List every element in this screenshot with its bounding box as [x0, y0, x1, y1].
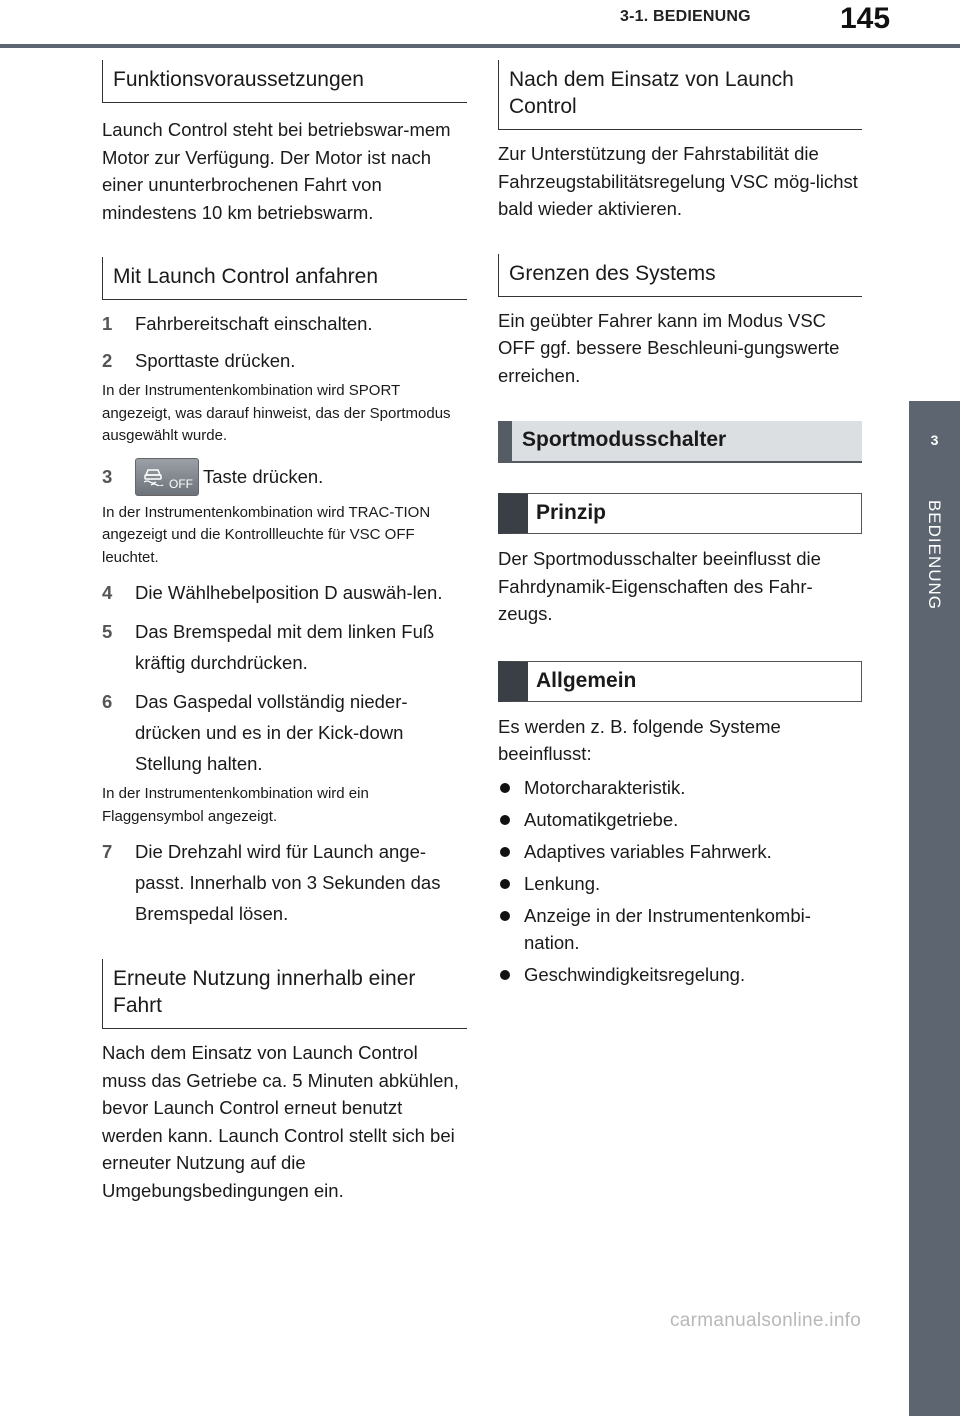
heading-prinzip: Prinzip: [498, 493, 862, 534]
step-3: [102, 458, 467, 496]
list-item-text: Lenkung.: [524, 872, 601, 894]
text-grenzen-des-systems: Ein geübter Fahrer kann im Modus VSC OFF ggf. bessere Beschleuni-gungswerte erreichen.: [498, 309, 840, 386]
step-5: [102, 616, 467, 678]
step-text: Das Bremspedal mit dem linken Fuß kräftig durchdrücken.: [135, 621, 435, 673]
step-text: Fahrbereitschaft einschalten.: [135, 313, 373, 334]
step-number: 5: [102, 621, 113, 642]
text-nach-dem-einsatz: Zur Unterstützung der Fahrstabilität die Fahrzeugstabilitätsregelung VSC mög-lichst bald wieder aktivieren.: [498, 143, 858, 219]
header-rule: [0, 44, 960, 48]
left-column: [102, 60, 467, 1204]
bullet-icon: [500, 847, 510, 857]
step-number: 4: [102, 582, 113, 603]
vsc-off-label: OFF: [169, 476, 193, 491]
step-number: 1: [102, 313, 113, 334]
heading-grenzen-des-systems: Grenzen des Systems: [498, 254, 862, 297]
step-6: [102, 686, 467, 779]
step-number: 6: [102, 691, 113, 712]
step-4: [102, 577, 467, 608]
step-text: Das Gaspedal vollständig nieder-drücken und es in der Kick-down Stellung halten.: [135, 691, 408, 774]
step-2: [102, 345, 467, 376]
watermark[interactable]: carmanualsonline.info: [670, 1310, 862, 1331]
list-item-text: Geschwindigkeitsregelung.: [524, 964, 746, 985]
bullet-icon: [500, 879, 510, 889]
step-1: [102, 308, 467, 339]
heading-sportmodusschalter: Sportmodusschalter: [498, 421, 862, 463]
list-item-text: Automatikgetriebe.: [524, 808, 679, 830]
bullet-icon: [500, 783, 510, 793]
text-funktionsvoraussetzungen: Launch Control steht bei betriebswar-mem Motor zur Verfügung. Der Motor ist nach einer ununterbrochenen Fahrt von mindestens 10 km betriebswarm.: [102, 119, 451, 223]
heading-erneute-nutzung: Erneute Nutzung innerhalb einer Fahrt: [102, 959, 467, 1029]
list-item-text: Motorcharakteristik.: [524, 776, 686, 798]
chapter-label: BEDIENUNG: [925, 499, 944, 611]
skidding-car-icon: [142, 466, 164, 486]
step-number: 7: [102, 841, 113, 862]
heading-launch-control-anfahren: Mit Launch Control anfahren: [102, 257, 467, 300]
chapter-number: 3: [930, 432, 939, 448]
right-column: [498, 60, 862, 993]
note-flag-symbol: In der Instrumentenkombination wird ein Flaggensymbol angezeigt.: [102, 785, 369, 825]
step-number: 3: [102, 466, 113, 487]
step-number: 2: [102, 350, 113, 371]
text-prinzip: Der Sportmodusschalter beeinflusst die Fahrdynamik-Eigenschaften des Fahr-zeugs.: [498, 548, 821, 624]
list-item-text: Adaptives variables Fahrwerk.: [524, 840, 772, 862]
step-text: Die Wählhebelposition D auswäh-len.: [135, 582, 443, 603]
page-number: 145: [840, 2, 891, 35]
list-item: [498, 902, 862, 957]
text-allgemein: Es werden z. B. folgende Systeme beeinflusst:: [498, 715, 781, 764]
list-item: [498, 838, 862, 866]
section-title: 3-1. BEDIENUNG: [620, 8, 751, 25]
step-text: Sporttaste drücken.: [135, 350, 296, 371]
list-item: [498, 961, 862, 989]
heading-funktionsvoraussetzungen: Funktionsvoraussetzungen: [102, 60, 467, 103]
bullet-icon: [500, 970, 510, 980]
step-text: Taste drücken.: [203, 466, 324, 487]
step-text: Die Drehzahl wird für Launch ange-passt. Innerhalb von 3 Sekunden das Bremspedal lösen.: [135, 841, 441, 924]
note-traction: In der Instrumentenkombination wird TRAC-TION angezeigt und die Kontrollleuchte für VSC OFF leuchtet.: [102, 503, 431, 566]
text-erneute-nutzung: Nach dem Einsatz von Launch Control muss das Getriebe ca. 5 Minuten abkühlen, bevor Launch Control erneut benutzt werden kann. Launch Control stellt sich bei erneuter Nutzung auf die Umgebungsbedingungen ein.: [102, 1042, 459, 1201]
list-item: [498, 870, 862, 898]
step-7: [102, 836, 467, 929]
list-item: [498, 774, 862, 802]
heading-nach-dem-einsatz: Nach dem Einsatz von Launch Control: [498, 60, 862, 130]
heading-allgemein: Allgemein: [498, 661, 862, 702]
note-sport-mode: In der Instrumentenkombination wird SPORT angezeigt, was darauf hinweist, das der Sportmodus ausgewählt wurde.: [102, 382, 451, 444]
affected-systems-list: [498, 774, 862, 989]
bullet-icon: [500, 911, 510, 921]
list-item-text: Anzeige in der Instrumentenkombi-nation.: [524, 904, 811, 953]
bullet-icon: [500, 815, 510, 825]
vsc-off-button-icon: [135, 458, 199, 496]
list-item: [498, 806, 862, 834]
